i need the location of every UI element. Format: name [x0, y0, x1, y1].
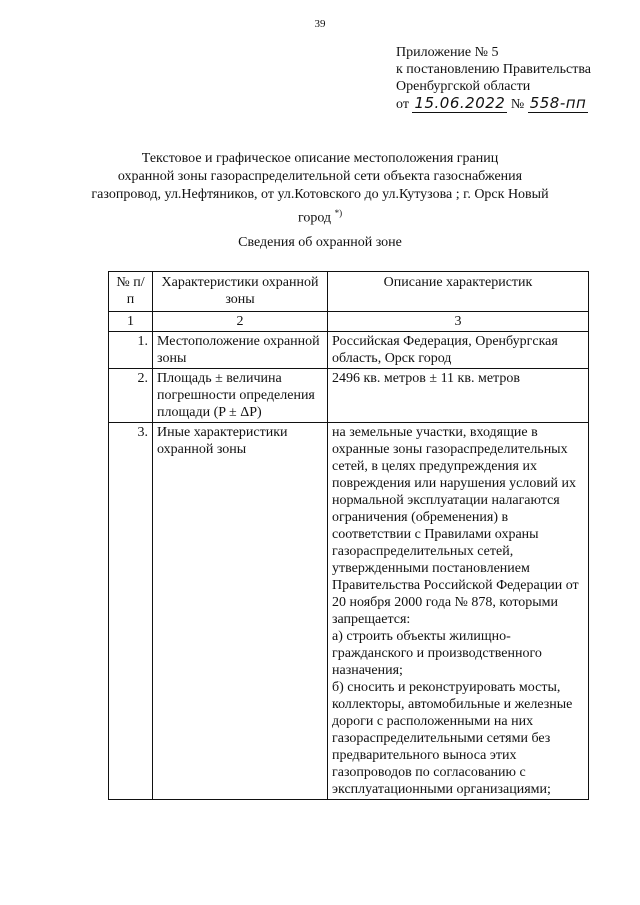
- table-row: [109, 369, 589, 423]
- document-title: [70, 150, 570, 228]
- table-row: [109, 332, 589, 369]
- restriction-item-a: а) строить объекты жилищно-гражданского и производственного назначения;: [332, 629, 542, 678]
- appendix-date-line: [396, 95, 591, 113]
- section-subtitle: Сведения об охранной зоне: [238, 235, 402, 250]
- row-description: 2496 кв. метров ± 11 кв. метров: [328, 369, 589, 423]
- row-characteristic: Площадь ± величина погрешности определения площади (P ± ΔP): [153, 369, 328, 423]
- row-characteristic: Иные характеристики охранной зоны: [153, 423, 328, 800]
- resolution-number: 558-пп: [529, 94, 587, 112]
- appendix-region: Оренбургской области: [396, 79, 531, 94]
- header-description: Описание характеристик: [328, 272, 589, 312]
- header-number: № п/п: [109, 272, 153, 312]
- footnote-mark: *): [334, 208, 343, 218]
- title-line-2: охранной зоны газораспределительной сети объекта газоснабжения: [117, 169, 523, 184]
- table-header-row: [109, 272, 589, 312]
- appendix-title: Приложение № 5: [396, 45, 499, 60]
- column-number: 2: [153, 312, 328, 332]
- title-line-4: город *): [297, 208, 343, 226]
- appendix-block: [396, 44, 591, 113]
- column-number: 3: [328, 312, 589, 332]
- header-characteristics: Характеристики охранной зоны: [153, 272, 328, 312]
- column-number-row: [109, 312, 589, 332]
- column-number: 1: [109, 312, 153, 332]
- table-row: [109, 423, 589, 800]
- row-number: 2.: [109, 369, 153, 423]
- row-description: Российская Федерация, Оренбургская область, Орск город: [328, 332, 589, 369]
- page-number: 39: [314, 18, 326, 30]
- title-line-1: Текстовое и графическое описание местоположения границ: [141, 151, 499, 166]
- number-prefix: №: [510, 97, 525, 112]
- row-number: 3.: [109, 423, 153, 800]
- date-prefix: от: [396, 97, 409, 112]
- row-characteristic: Местоположение охранной зоны: [153, 332, 328, 369]
- row-number: 1.: [109, 332, 153, 369]
- title-line-3: газопровод, ул.Нефтяников, от ул.Котовского до ул.Кутузова ; г. Орск Новый: [91, 187, 549, 202]
- appendix-resolution: к постановлению Правительства: [396, 62, 592, 77]
- resolution-date: 15.06.2022: [414, 94, 506, 112]
- row-description: [328, 423, 589, 800]
- restriction-item-b: б) сносить и реконструировать мосты, коллекторы, автомобильные и железные дороги с расположенными на них газораспределительными сетями без предварительного выноса этих газопроводов по согласованию с эксплуатационными организациями;: [332, 680, 573, 797]
- restrictions-intro: на земельные участки, входящие в охранные зоны газораспределительных сетей, в целях предупреждения их повреждения или нарушения условий их нормальной эксплуатации налагаются ограничения (обременения) в соответствии с Правилами охраны газораспределительных сетей, утвержденными постановлением Правительства Российской Федерации от 20 ноября 2000 года № 878, которыми запрещается:: [332, 425, 579, 627]
- zone-info-table: [108, 271, 589, 800]
